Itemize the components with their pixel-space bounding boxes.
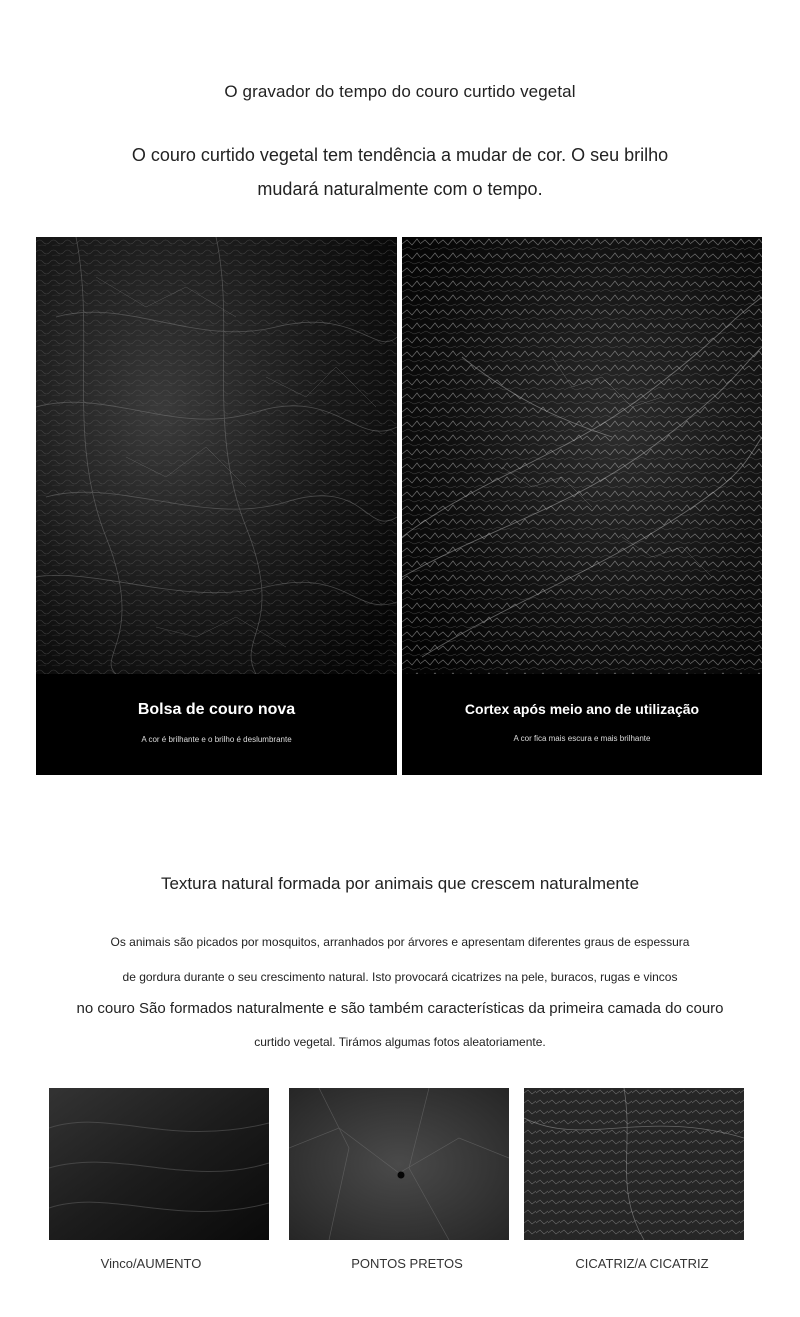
- section-description-natural-texture: [0, 930, 800, 1054]
- caption-subtitle: A cor é brilhante e o brilho é deslumbrante: [141, 735, 292, 744]
- description-line: Os animais são picados por mosquitos, arranhados por árvores e apresentam diferentes graus de espessura: [110, 935, 690, 949]
- description-line: no couro São formados naturalmente e são também características da primeira camada do couro: [76, 1000, 724, 1017]
- caption-title: Bolsa de couro nova: [137, 701, 296, 718]
- description-line: de gordura durante o seu crescimento natural. Isto provocará cicatrizes na pele, buracos, rugas e vincos: [122, 970, 678, 984]
- swatch-label: Vinco/AUMENTO: [100, 1256, 202, 1271]
- caption-subtitle: A cor fica mais escura e mais brilhante: [513, 734, 651, 743]
- new-leather-caption: [36, 674, 397, 775]
- new-leather-photo: [36, 237, 397, 674]
- black-spots-swatch-photo: [289, 1088, 509, 1240]
- scar-swatch-photo: [524, 1088, 744, 1240]
- caption-title: Cortex após meio ano de utilização: [464, 701, 700, 717]
- section-title-aging: O gravador do tempo do couro curtido vegetal: [224, 82, 576, 101]
- aged-leather-photo: [402, 237, 762, 674]
- swatch-label: CICATRIZ/A CICATRIZ: [575, 1256, 709, 1271]
- section-title-natural-texture: Textura natural formada por animais que crescem naturalmente: [160, 874, 640, 893]
- aged-leather-caption: [402, 674, 762, 775]
- description-line: curtido vegetal. Tirámos algumas fotos aleatoriamente.: [254, 1035, 546, 1049]
- description-line: mudará naturalmente com o tempo.: [257, 179, 543, 199]
- description-line: O couro curtido vegetal tem tendência a mudar de cor. O seu brilho: [131, 145, 669, 165]
- crease-swatch-photo: [49, 1088, 269, 1240]
- swatch-label: PONTOS PRETOS: [351, 1256, 463, 1271]
- section-description-aging: [0, 138, 800, 206]
